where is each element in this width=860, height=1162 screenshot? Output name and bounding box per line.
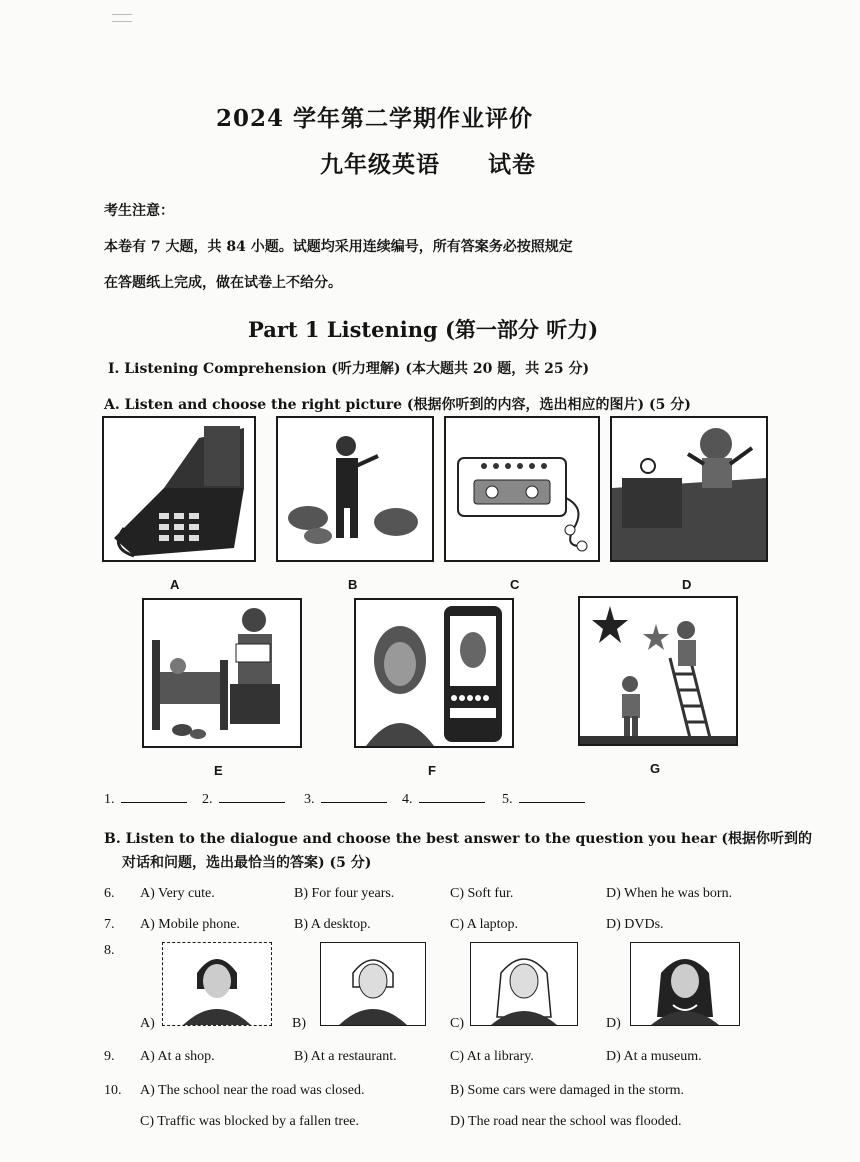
q10-option-b: B) Some cars were damaged in the storm. — [450, 1083, 685, 1098]
picture-f-label: F — [428, 763, 436, 778]
q7-option-d: D) DVDs. — [606, 917, 664, 932]
exam-title-line1: 2024 学年第二学期作业评价 — [216, 105, 534, 132]
q6-option-c: C) Soft fur. — [450, 886, 514, 901]
picture-b — [276, 416, 434, 562]
part1-title: Part 1 Listening (第一部分 听力) — [248, 317, 599, 342]
telephone-icon — [104, 418, 254, 560]
q9-option-b: B) At a restaurant. — [294, 1049, 397, 1064]
picture-c-label: C — [510, 577, 520, 592]
exam-title-line2-subject: 九年级英语 — [320, 151, 440, 178]
scan-mark — [112, 14, 132, 22]
picture-d-label: D — [682, 577, 692, 592]
picture-a-label: A — [170, 577, 180, 592]
q8-number: 8. — [104, 943, 115, 958]
notice-line2: 在答题纸上完成，做在试卷上不给分。 — [104, 275, 342, 291]
sectionB-title-line1: B. Listen to the dialogue and choose the best answer to the question you hear (根据你听到的 — [104, 831, 812, 847]
q6-option-a: A) Very cute. — [140, 886, 215, 901]
q9-option-c: C) At a library. — [450, 1049, 534, 1064]
q7-option-a: A) Mobile phone. — [140, 917, 240, 932]
q6-option-b: B) For four years. — [294, 886, 395, 901]
q7-option-c: C) A laptop. — [450, 917, 519, 932]
answer-blank-4: 4. — [402, 792, 485, 808]
woman-long-dark-hair-icon — [631, 943, 739, 1025]
notice-line1: 本卷有 7 大题，共 84 小题。试题均采用连续编号，所有答案务必按照规定 — [104, 239, 573, 255]
notice-heading: 考生注意： — [104, 203, 174, 219]
picture-e — [142, 598, 302, 748]
children-stars-ladder-icon — [580, 598, 736, 744]
q9-option-a: A) At a shop. — [140, 1049, 215, 1064]
woman-short-dark-hair-icon — [163, 943, 271, 1025]
picture-g — [578, 596, 738, 746]
answer-blank-1: 1. — [104, 792, 187, 808]
cassette-player-icon — [446, 418, 598, 560]
face-scan-phone-icon — [356, 600, 512, 746]
section1-title: I. Listening Comprehension (听力理解) (本大题共 20 题，共 25 分) — [108, 361, 590, 377]
q8-option-c-label: C) — [450, 1016, 464, 1031]
q10-number: 10. — [104, 1083, 122, 1098]
answer-blank-5: 5. — [502, 792, 585, 808]
q10-option-c: C) Traffic was blocked by a fallen tree. — [140, 1114, 360, 1129]
bedtime-story-icon — [144, 600, 300, 746]
woman-short-light-hair-icon — [321, 943, 425, 1025]
q9-number: 9. — [104, 1049, 115, 1064]
q7-number: 7. — [104, 917, 115, 932]
picture-b-label: B — [348, 577, 358, 592]
answer-blank-3: 3. — [304, 792, 387, 808]
q8-option-c-picture — [470, 942, 578, 1026]
sectionB-title-line2: 对话和问题，选出最恰当的答案) (5 分) — [122, 855, 372, 871]
q6-number: 6. — [104, 886, 115, 901]
woman-long-light-hair-icon — [471, 943, 577, 1025]
q8-option-d-picture — [630, 942, 740, 1026]
q9-option-d: D) At a museum. — [606, 1049, 702, 1064]
picture-c — [444, 416, 600, 562]
violin-player-icon — [278, 418, 432, 560]
q8-option-b-picture — [320, 942, 426, 1026]
q10-option-d: D) The road near the school was flooded. — [450, 1114, 682, 1129]
q8-option-a-label: A) — [140, 1016, 155, 1031]
picture-e-label: E — [214, 763, 223, 778]
exam-title-line2-paper: 试卷 — [488, 151, 536, 178]
q10-option-a: A) The school near the road was closed. — [140, 1083, 365, 1098]
picture-a — [102, 416, 256, 562]
q8-option-b-label: B) — [292, 1016, 306, 1031]
picture-d — [610, 416, 768, 562]
waking-up-icon — [612, 418, 766, 560]
answer-blank-2: 2. — [202, 792, 285, 808]
q6-option-d: D) When he was born. — [606, 886, 733, 901]
q7-option-b: B) A desktop. — [294, 917, 371, 932]
picture-f — [354, 598, 514, 748]
sectionA-title: A. Listen and choose the right picture (根据你听到的内容，选出相应的图片) (5 分) — [104, 397, 691, 413]
picture-g-label: G — [650, 761, 661, 776]
q8-option-a-picture — [162, 942, 272, 1026]
q8-option-d-label: D) — [606, 1016, 621, 1031]
